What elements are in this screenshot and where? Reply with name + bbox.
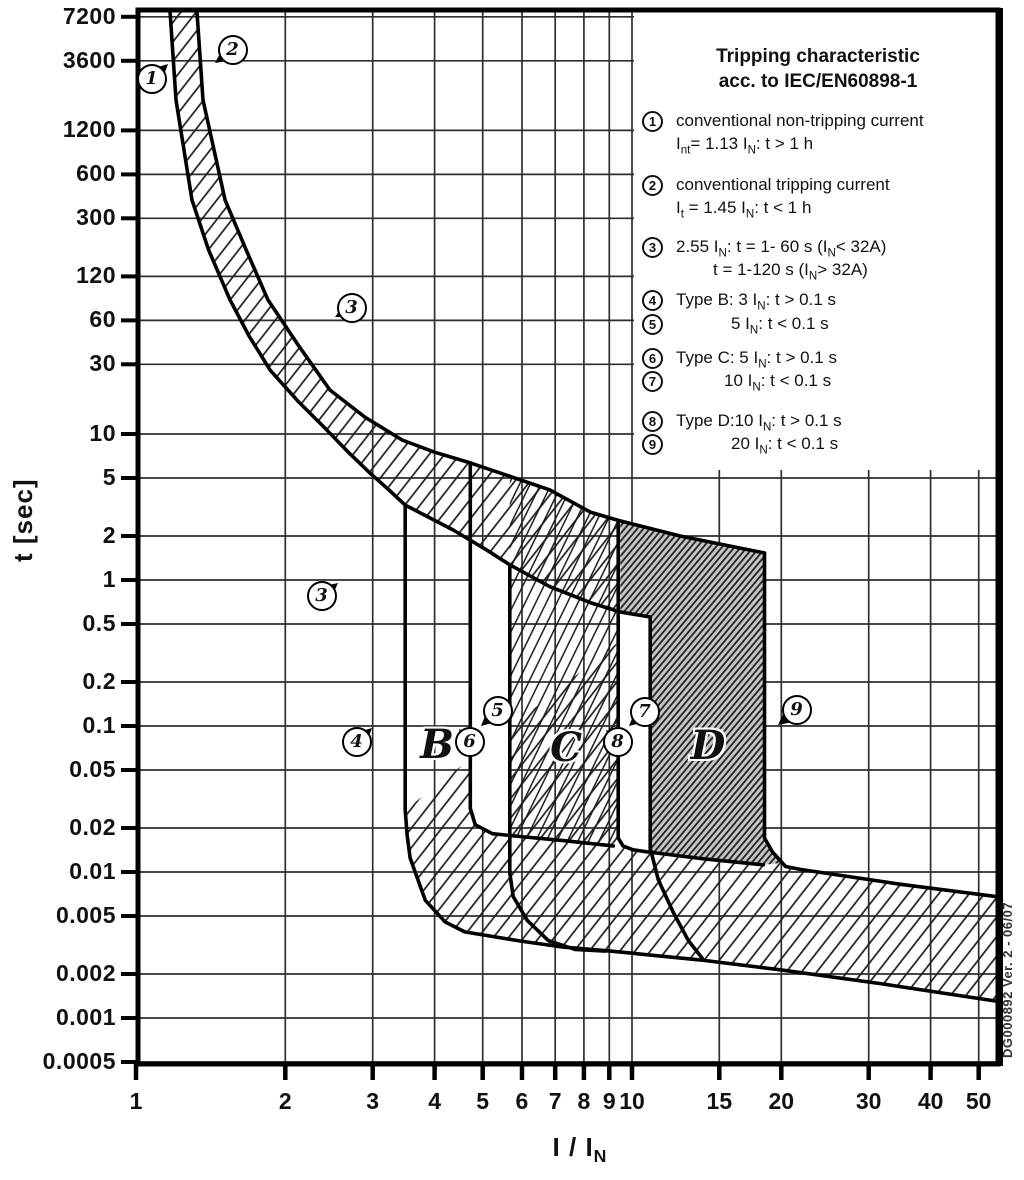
y-tick-label: 300 bbox=[76, 204, 116, 231]
legend-item-4 bbox=[642, 288, 994, 311]
y-tick-label: 0.05 bbox=[69, 755, 116, 782]
legend-item-number: 8 bbox=[642, 411, 663, 432]
x-tick-label: 20 bbox=[768, 1088, 795, 1114]
legend-item-number: 7 bbox=[642, 371, 663, 392]
legend-item-8 bbox=[642, 409, 994, 432]
legend-item-number: 5 bbox=[642, 314, 663, 335]
legend-title-line1: Tripping characteristic bbox=[716, 46, 920, 67]
legend-item-line: t = 1-120 s $(I_N> 32A)$ bbox=[713, 260, 868, 283]
x-tick-label: 50 bbox=[965, 1088, 992, 1114]
y-tick-label: 7200 bbox=[62, 2, 116, 29]
legend-item-number: 9 bbox=[642, 434, 663, 455]
legend-item-7 bbox=[642, 369, 994, 392]
x-tick-label: 7 bbox=[548, 1088, 562, 1114]
legend-item-text bbox=[676, 369, 831, 392]
curve-marker-6: 6 bbox=[455, 727, 485, 757]
legend bbox=[642, 44, 994, 455]
legend-item-1 bbox=[642, 109, 994, 155]
y-tick-label: 0.001 bbox=[55, 1004, 116, 1030]
y-tick-label: 0.2 bbox=[82, 668, 116, 695]
curve-marker-3: 3 bbox=[307, 581, 337, 611]
x-tick-label: 30 bbox=[855, 1088, 882, 1114]
y-tick-label: 0.0005 bbox=[42, 1047, 116, 1074]
legend-item-line: $I_{nt}= 1.13$ $I_N$: t > 1 h bbox=[676, 134, 814, 157]
y-tick-label: 0.01 bbox=[69, 858, 116, 884]
curve-marker-1: 1 bbox=[137, 64, 167, 94]
legend-item-line: conventional non-tripping current bbox=[676, 111, 924, 130]
legend-item-line: 10 $I_N$: t < 0.1 s bbox=[724, 371, 832, 394]
legend-item-number: 1 bbox=[642, 111, 663, 132]
x-tick-label: 15 bbox=[706, 1088, 733, 1114]
legend-item-text bbox=[676, 432, 838, 455]
curve-marker-8: 8 bbox=[603, 727, 633, 757]
legend-item-line: 5 $I_N$: t < 0.1 s bbox=[731, 314, 829, 337]
y-tick-label: 0.002 bbox=[55, 960, 116, 987]
curve-marker-5: 5 bbox=[483, 696, 513, 726]
legend-item-line: Type B: 3 $I_N$: t > 0.1 s bbox=[676, 290, 837, 313]
band-label-b: B bbox=[420, 721, 454, 768]
legend-item-number: 2 bbox=[642, 175, 663, 196]
legend-item-2 bbox=[642, 173, 994, 219]
x-tick-label: 8 bbox=[577, 1088, 591, 1114]
y-tick-label: 2 bbox=[102, 522, 116, 549]
x-tick-label: 3 bbox=[366, 1088, 380, 1114]
x-tick-label: 6 bbox=[515, 1088, 529, 1114]
x-tick-label: 1 bbox=[129, 1088, 143, 1114]
legend-item-9 bbox=[642, 432, 994, 455]
legend-item-3 bbox=[642, 235, 994, 281]
curve-marker-9: 9 bbox=[782, 695, 812, 725]
x-tick-label: 2 bbox=[278, 1088, 292, 1114]
y-axis-title: t [sec] bbox=[8, 478, 38, 562]
legend-item-text bbox=[676, 288, 836, 311]
legend-title bbox=[642, 44, 994, 94]
legend-item-number: 6 bbox=[642, 348, 663, 369]
legend-item-line: Type C: 5 $I_N$: t > 0.1 s bbox=[676, 348, 837, 371]
y-tick-label: 1 bbox=[102, 566, 116, 592]
legend-item-text bbox=[676, 235, 886, 281]
curve-marker-2: 2 bbox=[218, 35, 248, 65]
legend-item-text bbox=[676, 173, 890, 219]
legend-item-6 bbox=[642, 346, 994, 369]
curve-marker-7: 7 bbox=[630, 697, 660, 727]
x-tick-label: 9 bbox=[602, 1088, 616, 1114]
legend-item-5 bbox=[642, 312, 994, 335]
legend-item-line: conventional tripping current bbox=[676, 175, 890, 194]
legend-items bbox=[642, 109, 994, 455]
x-tick-label: 10 bbox=[619, 1088, 645, 1114]
y-tick-label: 1200 bbox=[62, 116, 116, 143]
legend-item-number: 3 bbox=[642, 237, 663, 258]
legend-item-text bbox=[676, 409, 842, 432]
legend-item-text bbox=[676, 312, 829, 335]
y-tick-label: 0.02 bbox=[69, 814, 116, 841]
band-label-c: C bbox=[550, 724, 582, 771]
y-tick-label: 60 bbox=[89, 306, 116, 333]
y-tick-label: 10 bbox=[89, 420, 116, 446]
y-tick-label: 30 bbox=[89, 350, 116, 377]
y-tick-label: 0.005 bbox=[55, 901, 116, 928]
x-tick-label: 5 bbox=[476, 1088, 490, 1114]
y-tick-label: 600 bbox=[76, 160, 116, 187]
x-axis-title: I / $I_N$ bbox=[552, 1132, 608, 1167]
y-tick-label: 0.5 bbox=[82, 609, 116, 636]
legend-title-line2: acc. to IEC/EN60898-1 bbox=[718, 71, 918, 92]
band-label-d: D bbox=[690, 722, 726, 769]
y-tick-label: 3600 bbox=[62, 46, 116, 73]
x-tick-label: 4 bbox=[428, 1088, 441, 1114]
curve-marker-3: 3 bbox=[337, 293, 367, 323]
legend-item-line: 20 $I_N$: t < 0.1 s bbox=[731, 434, 839, 457]
legend-item-text bbox=[676, 346, 837, 369]
y-tick-label: 0.1 bbox=[82, 712, 116, 738]
curve-marker-4: 4 bbox=[342, 727, 372, 757]
legend-item-line: $I_t = 1.45$ $I_N$: t < 1 h bbox=[676, 198, 812, 221]
y-tick-label: 5 bbox=[102, 463, 116, 490]
legend-item-number: 4 bbox=[642, 290, 663, 311]
x-tick-label: 40 bbox=[917, 1088, 944, 1114]
document-id-note: DG000892 Ver. 2 - 06/07 bbox=[1000, 901, 1015, 1058]
legend-item-text bbox=[676, 109, 924, 155]
legend-item-line: Type D:10 $I_N$: t > 0.1 s bbox=[676, 411, 842, 434]
y-tick-label: 120 bbox=[76, 262, 116, 289]
legend-item-line: 2.55 $I_N$: t = 1- 60 s $(I_N< 32A)$ bbox=[676, 237, 887, 260]
